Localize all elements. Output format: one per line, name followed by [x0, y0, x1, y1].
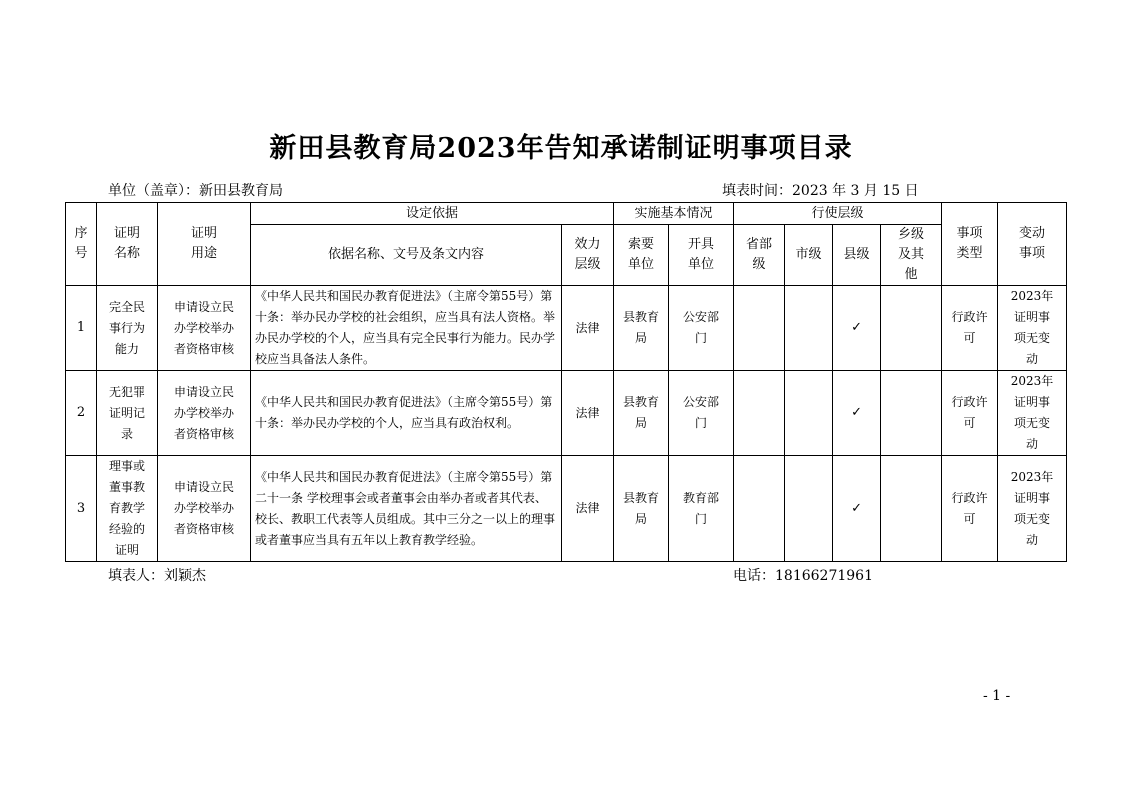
header-effect-level: 效力 层级 — [562, 225, 614, 286]
row-basis: 《中华人民共和国民办教育促进法》（主席令第55号）第二十一条 学校理事会或者董事会由举办者或者其代表、校长、教职工代表等人员组成。其中三分之一以上的理事或者董事应当具有五年以上教育教学经验。 — [251, 456, 562, 562]
row-seq: 1 — [66, 286, 97, 371]
row-cert-name: 理事或 董事教 育教学 经验的 证明 — [97, 456, 158, 562]
header-township: 乡级 及其 他 — [881, 225, 942, 286]
row-item-type: 行政许 可 — [942, 456, 998, 562]
row-cert-use: 申请设立民 办学校举办 者资格审核 — [158, 371, 251, 456]
row-change: 2023年 证明事 项无变 动 — [998, 286, 1067, 371]
header-row-1 — [66, 203, 1067, 225]
row-city — [785, 286, 833, 371]
date-line: 填表时间：2023 年 3 月 15 日 — [722, 183, 919, 199]
row-effect-level: 法律 — [562, 286, 614, 371]
row-issue-unit: 公安部 门 — [669, 286, 734, 371]
row-cert-name: 完全民 事行为 能力 — [97, 286, 158, 371]
header-request-unit: 索要 单位 — [614, 225, 669, 286]
row-item-type: 行政许 可 — [942, 371, 998, 456]
page-title: 新田县教育局2023年告知承诺制证明事项目录 — [269, 133, 853, 164]
row-seq: 2 — [66, 371, 97, 456]
header-cert-use: 证明 用途 — [158, 203, 251, 286]
row-issue-unit: 教育部 门 — [669, 456, 734, 562]
table-row — [66, 456, 1067, 562]
phone-line: 电话：18166271961 — [733, 568, 873, 584]
page-number: - 1 - — [983, 688, 1011, 704]
row-request-unit: 县教育 局 — [614, 286, 669, 371]
row-province — [734, 286, 785, 371]
unit-line: 单位（盖章）：新田县教育局 — [108, 183, 283, 199]
row-change: 2023年 证明事 项无变 动 — [998, 371, 1067, 456]
row-issue-unit: 公安部 门 — [669, 371, 734, 456]
row-township — [881, 286, 942, 371]
county-check-icon: ✓ — [833, 371, 881, 456]
header-impl-group: 实施基本情况 — [614, 203, 734, 225]
header-cert-name: 证明 名称 — [97, 203, 158, 286]
header-city: 市级 — [785, 225, 833, 286]
row-request-unit: 县教育 局 — [614, 371, 669, 456]
row-item-type: 行政许 可 — [942, 286, 998, 371]
row-township — [881, 456, 942, 562]
filler-line: 填表人：刘颖杰 — [108, 568, 206, 584]
row-effect-level: 法律 — [562, 456, 614, 562]
row-city — [785, 371, 833, 456]
header-change: 变动 事项 — [998, 203, 1067, 286]
header-province: 省部 级 — [734, 225, 785, 286]
row-basis: 《中华人民共和国民办教育促进法》（主席令第55号）第十条：举办民办学校的社会组织，应当具有法人资格。举办民办学校的个人，应当具有完全民事行为能力。民办学校应当具备法人条件。 — [251, 286, 562, 371]
row-change: 2023年 证明事 项无变 动 — [998, 456, 1067, 562]
table-row — [66, 286, 1067, 371]
row-request-unit: 县教育 局 — [614, 456, 669, 562]
row-seq: 3 — [66, 456, 97, 562]
header-item-type: 事项 类型 — [942, 203, 998, 286]
header-basis-content: 依据名称、文号及条文内容 — [251, 225, 562, 286]
row-effect-level: 法律 — [562, 371, 614, 456]
county-check-icon: ✓ — [833, 286, 881, 371]
row-cert-use: 申请设立民 办学校举办 者资格审核 — [158, 456, 251, 562]
county-check-icon: ✓ — [833, 456, 881, 562]
header-county: 县级 — [833, 225, 881, 286]
row-cert-name: 无犯罪 证明记 录 — [97, 371, 158, 456]
header-seq: 序 号 — [66, 203, 97, 286]
row-cert-use: 申请设立民 办学校举办 者资格审核 — [158, 286, 251, 371]
table-row — [66, 371, 1067, 456]
header-basis-group: 设定依据 — [251, 203, 614, 225]
row-province — [734, 456, 785, 562]
header-level-group: 行使层级 — [734, 203, 942, 225]
row-city — [785, 456, 833, 562]
catalog-table — [65, 202, 1067, 562]
row-township — [881, 371, 942, 456]
header-issue-unit: 开具 单位 — [669, 225, 734, 286]
row-province — [734, 371, 785, 456]
row-basis: 《中华人民共和国民办教育促进法》（主席令第55号）第十条：举办民办学校的个人，应当具有政治权利。 — [251, 371, 562, 456]
